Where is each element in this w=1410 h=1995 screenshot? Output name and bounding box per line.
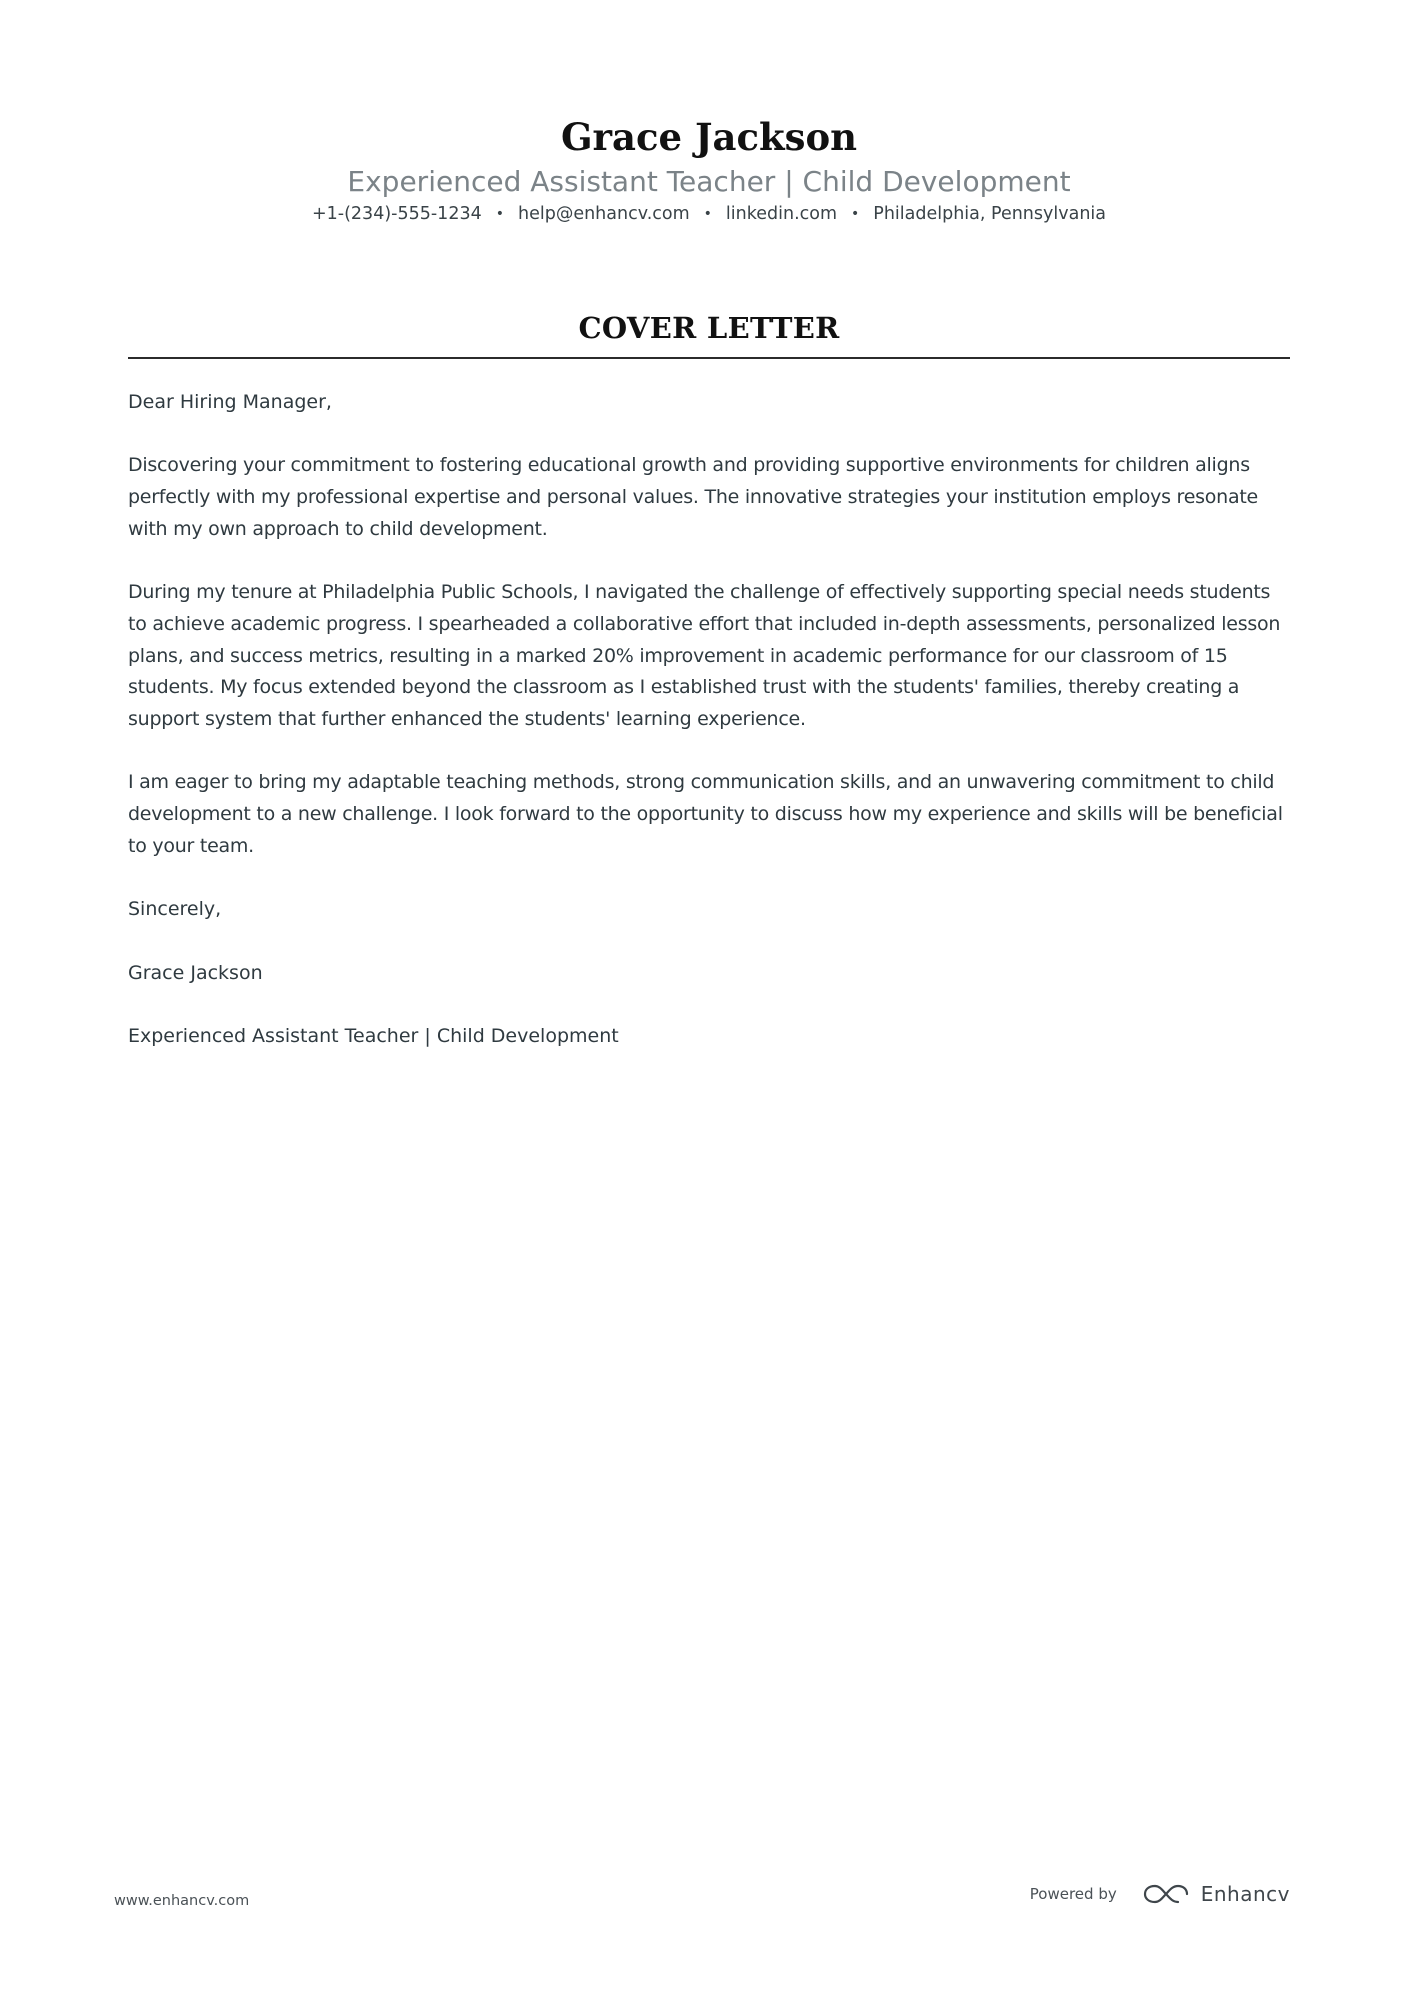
section-title: COVER LETTER — [578, 311, 840, 345]
separator-dot: • — [495, 206, 504, 222]
brand-name: Enhancv — [1200, 1882, 1290, 1906]
enhancv-logo-icon — [1143, 1883, 1189, 1905]
separator-dot: • — [851, 206, 860, 222]
letter-body — [128, 387, 1290, 1084]
signature-title: Experienced Assistant Teacher | Child Development — [128, 1024, 619, 1047]
email: help@enhancv.com — [518, 204, 690, 224]
location: Philadelphia, Pennsylvania — [873, 204, 1106, 224]
letter-paragraph: I am eager to bring my adaptable teaching methods, strong communication skills, and an unwavering commitment to child development to a new challenge. I look forward to the opportunity to discuss how my experience and skills will be beneficial to your team. — [128, 771, 1283, 857]
phone: +1-(234)-555-1234 — [311, 204, 482, 224]
candidate-name: Grace Jackson — [560, 115, 858, 159]
footer-branding — [1030, 1882, 1290, 1906]
separator-dot: • — [703, 206, 712, 222]
letter-paragraph: Discovering your commitment to fostering educational growth and providing supportive environments for children aligns perfectly with my professional expertise and personal values. The innovative strategies your institution employs resonate with my own approach to child development. — [128, 454, 1258, 540]
section-divider — [128, 357, 1290, 359]
signature-name: Grace Jackson — [128, 961, 263, 984]
letter-paragraph: During my tenure at Philadelphia Public Schools, I navigated the challenge of effectively supporting special needs students to achieve academic progress. I spearheaded a collaborative effort that included in-depth assessments, personalized lesson plans, and success metrics, resulting in a marked 20% improvement in academic performance for our classroom of 15 students. My focus extended beyond the classroom as I established trust with the students' families, thereby creating a support system that further enhanced the students' learning experience. — [128, 581, 1281, 730]
header — [128, 112, 1290, 227]
contact-info — [128, 202, 1290, 227]
footer-website: www.enhancv.com — [114, 1893, 250, 1909]
closing: Sincerely, — [128, 898, 222, 921]
salutation: Dear Hiring Manager, — [128, 391, 332, 413]
linkedin: linkedin.com — [725, 204, 838, 224]
candidate-tagline: Experienced Assistant Teacher | Child Development — [347, 165, 1071, 198]
powered-by-label: Powered by — [1029, 1885, 1117, 1903]
